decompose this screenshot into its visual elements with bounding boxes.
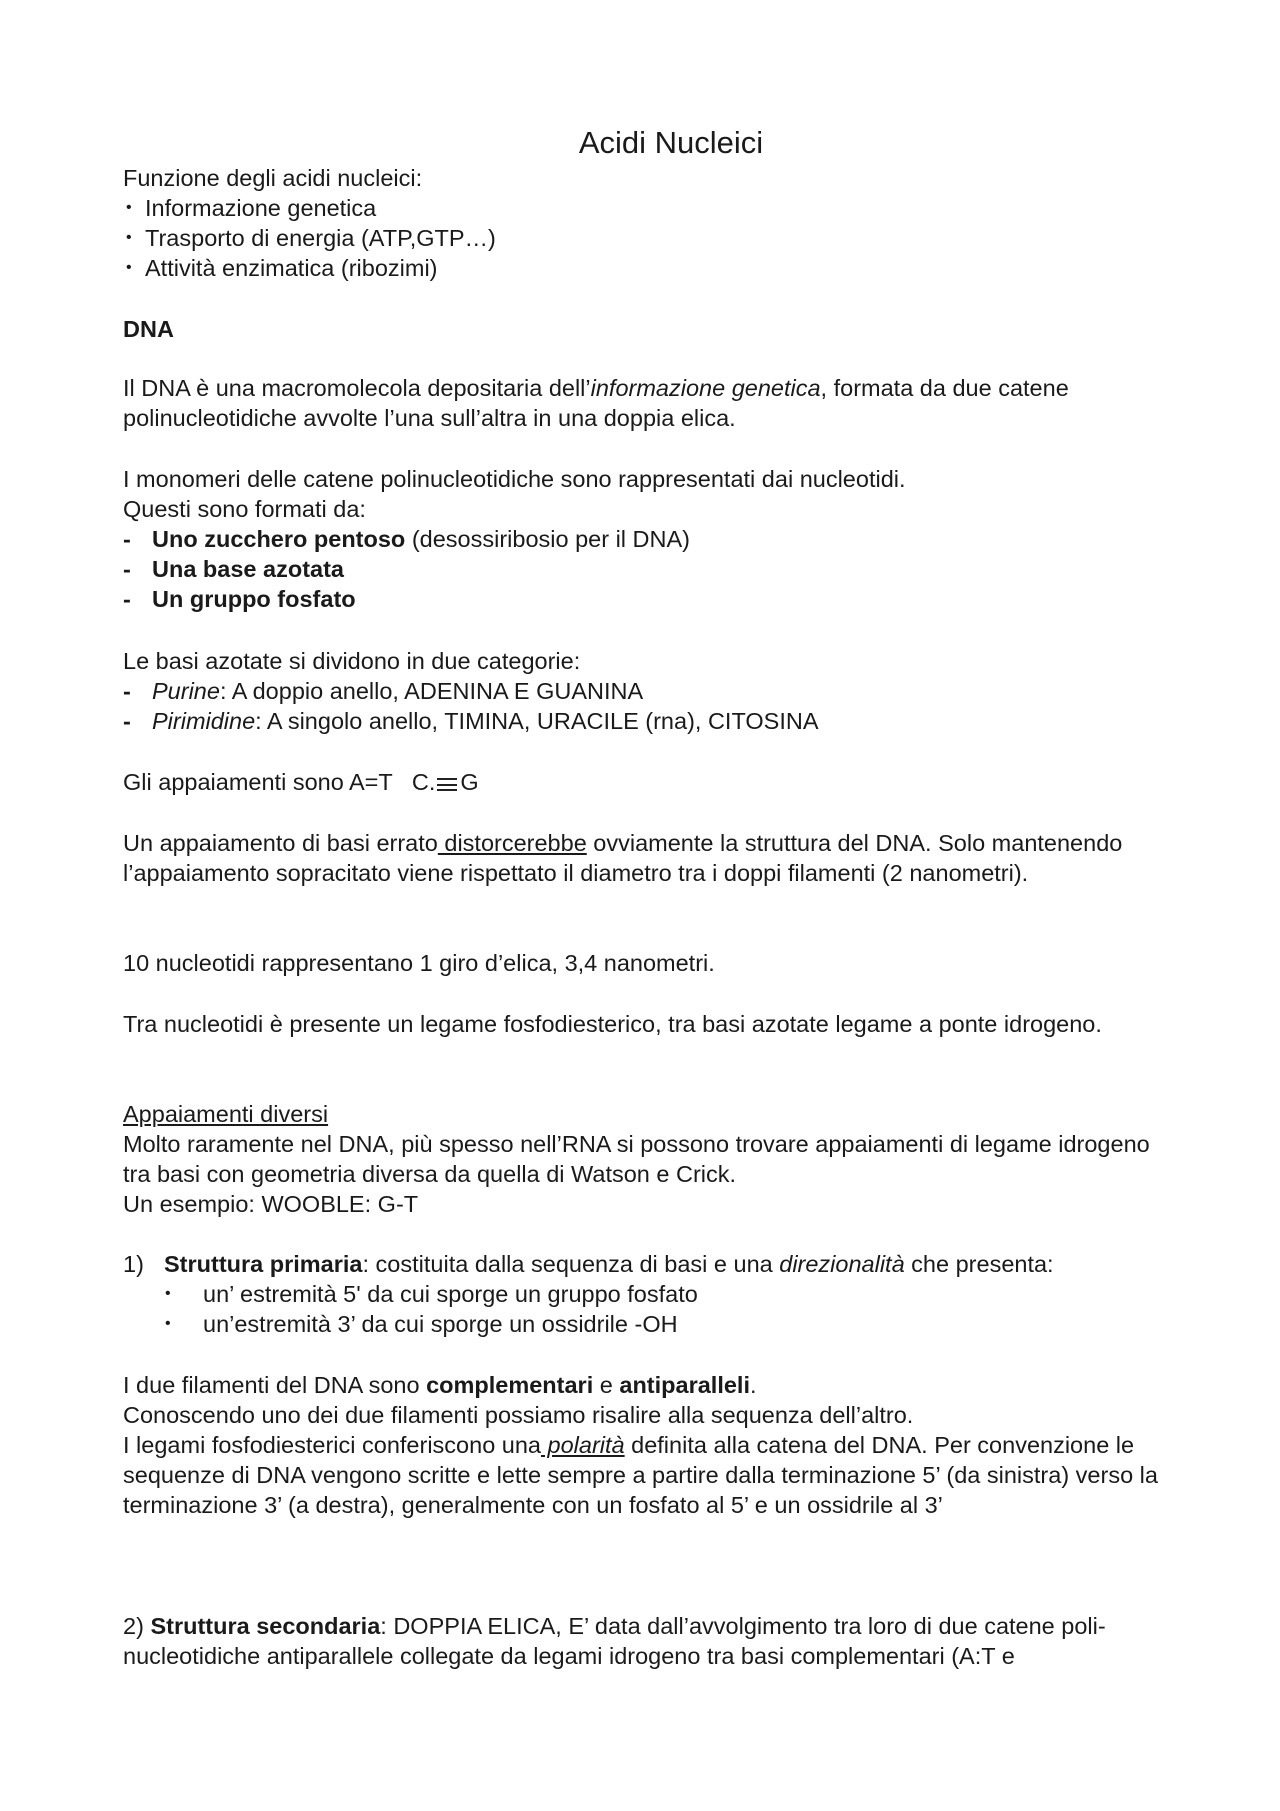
end-item: • un’estremità 3’ da cui sporge un ossidrile -OH <box>123 1309 1183 1339</box>
intro-item: • Informazione genetica <box>123 193 1183 223</box>
alt-pairing-text: Molto raramente nel DNA, più spesso nell’RNA si possono trovare appaiamenti di legame idrogeno tra basi con geometria diversa da quella di Watson e Crick. <box>123 1131 1150 1187</box>
monomers-line: I monomeri delle catene polinucleotidiche sono rappresentati dai nucleotidi. <box>123 466 906 492</box>
alt-pairing-example: Un esempio: WOOBLE: G-T <box>123 1191 419 1217</box>
intro-section <box>123 163 1183 283</box>
mismatch-paragraph: Un appaiamento di basi errato distorcerebbe ovviamente la struttura del DNA. Solo mantenendo l’appaiamento sopracitato viene rispettato il diametro tra i doppi filamenti (2 nanometri). <box>123 830 1123 886</box>
intro-heading: Funzione degli acidi nucleici: <box>123 165 423 191</box>
dna-heading: DNA <box>123 316 174 342</box>
alt-pairing-heading: Appaiamenti diversi <box>123 1101 329 1127</box>
intro-item: • Attività enzimatica (ribozimi) <box>123 253 1183 283</box>
nucleotide-section <box>123 464 1183 614</box>
secondary-structure-section: 2) Struttura secondaria: DOPPIA ELICA, E’ data dall’avvolgimento tra loro di due catene poli- nucleotidiche antiparallele collegate da legami idrogeno tra basi complementari (A:T e <box>123 1613 1106 1669</box>
strands-paragraph: I due filamenti del DNA sono complementari e antiparalleli. Conoscendo uno dei due filamenti possiamo risalire alla sequenza dell’altro. I legami fosfodiesterici conferiscono una polarità definita alla catena del DNA. Per convenzione le sequenze di DNA vengono scritte e lette sempre a partire dalla terminazione 5’ (da sinistra) verso la terminazione 3’ (a destra), generalmente con un fosfato al 5’ e un ossidrile al 3’ <box>123 1372 1158 1518</box>
component-item: - Una base azotata <box>123 554 1183 584</box>
page-title: Acidi Nucleici <box>578 125 764 160</box>
pirimidine-item: - Pirimidine: A singolo anello, TIMINA, URACILE (rna), CITOSINA <box>123 706 1183 736</box>
underlined-distorcerebbe: distorcerebbe <box>437 830 587 856</box>
dna-definition: Il DNA è una macromolecola depositaria dell’informazione genetica, formata da due catene polinucleotidiche avvolte l’una sull’altra in una doppia elica. <box>123 375 1069 431</box>
end-item: • un’ estremità 5' da cui sporge un gruppo fosfato <box>123 1279 1183 1309</box>
bases-intro: Le basi azotate si dividono in due categorie: <box>123 648 581 674</box>
helix-turn-line: 10 nucleotidi rappresentano 1 giro d’elica, 3,4 nanometri. <box>123 950 715 976</box>
triple-bond-icon <box>437 778 457 791</box>
pairing-line: Gli appaiamenti sono A=T C. G <box>123 769 479 795</box>
alt-pairing-section <box>123 1099 1183 1219</box>
purine-item: - Purine: A doppio anello, ADENINA E GUANINA <box>123 676 1183 706</box>
primary-structure-section: 1) Struttura primaria: costituita dalla sequenza di basi e una direzionalità che presenta: • un’ estremità 5' da cui sporge un gruppo fosfato • un’estremità 3’ da cui sporge un ossidrile -OH <box>123 1249 1183 1339</box>
formed-by-line: Questi sono formati da: <box>123 496 366 522</box>
bonds-paragraph: Tra nucleotidi è presente un legame fosfodiesterico, tra basi azotate legame a ponte idrogeno. <box>123 1011 1102 1037</box>
component-item: - Uno zucchero pentoso (desossiribosio per il DNA) <box>123 524 1183 554</box>
emphasis-informazione-genetica: informazione genetica <box>590 375 821 401</box>
underlined-polarita: polarità <box>541 1432 625 1458</box>
component-item: - Un gruppo fosfato <box>123 584 1183 614</box>
bases-section <box>123 646 1183 736</box>
intro-item: • Trasporto di energia (ATP,GTP…) <box>123 223 1183 253</box>
